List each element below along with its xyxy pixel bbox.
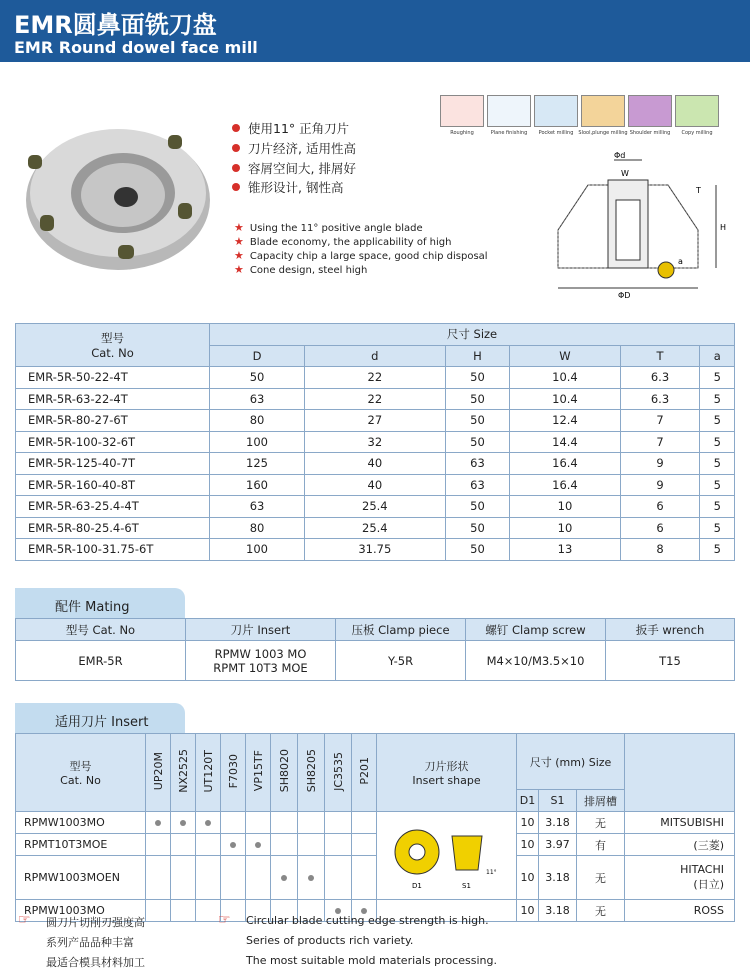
- bullet-icon: [232, 164, 240, 172]
- col-model-cn: 型号: [101, 331, 124, 345]
- cell-value: 27: [305, 410, 446, 432]
- cell-value: 16.4: [510, 453, 620, 475]
- ins-row-name: RPMW1003MO: [16, 900, 146, 922]
- cell-value: 50: [210, 367, 305, 389]
- cell-model: EMR-5R-80-27-6T: [16, 410, 210, 432]
- svg-text:Φd: Φd: [614, 151, 626, 160]
- op-label: Plane finishing: [490, 130, 528, 136]
- note-cn-2: 系列产品品种丰富: [46, 936, 134, 949]
- grade-header: F7030: [226, 753, 240, 789]
- cell-value: 50: [445, 410, 510, 432]
- table-row: [16, 431, 735, 453]
- mate-screw: M4×10/M3.5×10: [466, 641, 606, 681]
- cell-value: 6: [620, 517, 700, 539]
- cell-value: 100: [210, 539, 305, 561]
- mate-cat: EMR-5R: [16, 641, 186, 681]
- op-label: Roughing: [450, 130, 474, 136]
- cell-value: 10: [510, 496, 620, 518]
- cell-value: 50: [445, 388, 510, 410]
- cell-model: EMR-5R-100-32-6T: [16, 431, 210, 453]
- cell-model: EMR-5R-125-40-7T: [16, 453, 210, 475]
- bullet-icon: [232, 144, 240, 152]
- cell-value: 63: [445, 474, 510, 496]
- insert-table: 型号 Cat. No UP20M NX2525 UT120T F7030 VP15TF SH8020 SH8205 JC3535 P201 刀片形状 Insert shape 尺寸 (mm) Size D1 S1 排屑槽 RPMW1003MO D1 S1 11° 10 3.18 无 MITSUBISHI RPMT10T3MOE 10 3.97 有 (三菱) RPMW1003MOEN 10 3.18 无 HITACHI (日立) RPMW1003MO 10 3.18 无 ROSS: [15, 733, 735, 922]
- cell-model: EMR-5R-63-22-4T: [16, 388, 210, 410]
- grade-header: VP15TF: [251, 750, 265, 792]
- cell-value: 31.75: [305, 539, 446, 561]
- grade-header: JC3535: [331, 751, 345, 791]
- cutter-spec-table: [15, 323, 735, 561]
- cell-value: 10.4: [510, 388, 620, 410]
- ins-row-name: RPMW1003MOEN: [16, 856, 146, 900]
- op-icon-shoulder: [628, 95, 672, 127]
- cell-value: 125: [210, 453, 305, 475]
- star-icon: ★: [234, 221, 244, 234]
- cell-value: 6.3: [620, 388, 700, 410]
- cell-value: 5: [700, 474, 735, 496]
- cell-value: 10: [510, 517, 620, 539]
- cell-value: 5: [700, 431, 735, 453]
- table-row: [16, 388, 735, 410]
- mate-h-cat: 型号 Cat. No: [16, 619, 186, 641]
- mating-tab: 配件 Mating: [15, 588, 185, 618]
- bullet-icon: [232, 124, 240, 132]
- note-en-2: Series of products rich variety.: [246, 934, 414, 947]
- bullet-icon: [232, 183, 240, 191]
- op-icon-copy: [675, 95, 719, 127]
- svg-text:11°: 11°: [485, 869, 497, 876]
- cell-value: 40: [305, 474, 446, 496]
- cell-value: 80: [210, 410, 305, 432]
- feature-en-1: ★ Using the 11° positive angle blade: [234, 221, 423, 234]
- cell-value: 32: [305, 431, 446, 453]
- col-W: W: [510, 345, 620, 367]
- star-icon: ★: [234, 249, 244, 262]
- op-icon-pocket: [534, 95, 578, 127]
- cell-value: 63: [445, 453, 510, 475]
- feature-en-2: ★ Blade economy, the applicability of high: [234, 235, 452, 248]
- cell-value: 9: [620, 474, 700, 496]
- col-size: 尺寸 Size: [210, 324, 735, 346]
- svg-text:H: H: [720, 223, 727, 232]
- cell-value: 50: [445, 539, 510, 561]
- cell-model: EMR-5R-160-40-8T: [16, 474, 210, 496]
- cell-value: 5: [700, 388, 735, 410]
- mating-table: [15, 618, 735, 681]
- grade-header: UT120T: [201, 749, 215, 793]
- cell-value: 22: [305, 388, 446, 410]
- note-en-1: Circular blade cutting edge strength is high.: [246, 914, 489, 927]
- cell-value: 16.4: [510, 474, 620, 496]
- note-en-3: The most suitable mold materials processing.: [246, 954, 497, 967]
- insert-tab: 适用刀片 Insert: [15, 703, 185, 733]
- cell-value: 50: [445, 517, 510, 539]
- grade-header: SH8020: [277, 749, 291, 793]
- cell-value: 13: [510, 539, 620, 561]
- cell-value: 160: [210, 474, 305, 496]
- op-label: Shoulder milling: [629, 130, 671, 136]
- table-row: [16, 474, 735, 496]
- feature-cn-1: 使用11° 正角刀片: [232, 119, 349, 137]
- cell-value: 50: [445, 367, 510, 389]
- note-cn-3: 最适合模具材料加工: [46, 956, 145, 969]
- mate-wrench: T15: [606, 641, 735, 681]
- cell-value: 25.4: [305, 496, 446, 518]
- insert-shape-cell: [377, 812, 517, 900]
- grade-header: SH8205: [304, 749, 318, 793]
- op-icon-plane: [487, 95, 531, 127]
- col-model-en: Cat. No: [91, 346, 134, 360]
- cell-value: 5: [700, 367, 735, 389]
- grade-header: UP20M: [151, 751, 165, 791]
- svg-text:ΦD: ΦD: [618, 291, 631, 300]
- cell-value: 80: [210, 517, 305, 539]
- op-label: Slool,plunge milling: [578, 130, 628, 136]
- cell-value: 7: [620, 431, 700, 453]
- cell-value: 7: [620, 410, 700, 432]
- mate-insert: RPMW 1003 MO RPMT 10T3 MOE: [186, 641, 336, 681]
- cell-value: 63: [210, 388, 305, 410]
- cell-value: 9: [620, 453, 700, 475]
- table-row: [16, 539, 735, 561]
- col-H: H: [445, 345, 510, 367]
- cell-value: 25.4: [305, 517, 446, 539]
- cell-value: 50: [445, 431, 510, 453]
- cell-value: 100: [210, 431, 305, 453]
- mate-h-clamp: 压板 Clamp piece: [336, 619, 466, 641]
- table-row: [16, 496, 735, 518]
- table-row: [16, 410, 735, 432]
- cell-value: 22: [305, 367, 446, 389]
- svg-text:D1: D1: [411, 882, 422, 890]
- cell-value: 63: [210, 496, 305, 518]
- mate-clamp: Y-5R: [336, 641, 466, 681]
- header-banner: [0, 0, 750, 62]
- mate-h-insert: 刀片 Insert: [186, 619, 336, 641]
- op-label: Pocket milling: [538, 130, 574, 136]
- cell-value: 5: [700, 410, 735, 432]
- cell-model: EMR-5R-100-31.75-6T: [16, 539, 210, 561]
- milling-cutter-photo: [18, 105, 218, 275]
- ins-h-size: 尺寸 (mm) Size: [517, 734, 625, 790]
- svg-text:S1: S1: [461, 882, 471, 890]
- cell-value: 5: [700, 517, 735, 539]
- table-row: [16, 517, 735, 539]
- cell-model: EMR-5R-80-25.4-6T: [16, 517, 210, 539]
- cell-value: 10.4: [510, 367, 620, 389]
- svg-text:T: T: [696, 186, 701, 195]
- cell-value: 8: [620, 539, 700, 561]
- feature-en-3: ★ Capacity chip a large space, good chip disposal: [234, 249, 488, 262]
- pointing-hand-icon: ☞: [18, 912, 31, 928]
- star-icon: ★: [234, 235, 244, 248]
- star-icon: ★: [234, 263, 244, 276]
- grade-header: NX2525: [176, 749, 190, 793]
- cell-value: 40: [305, 453, 446, 475]
- feature-cn-4: 锥形设计, 钢性高: [232, 178, 343, 196]
- cell-model: EMR-5R-63-25.4-4T: [16, 496, 210, 518]
- feature-cn-2: 刀片经济, 适用性高: [232, 139, 356, 157]
- mate-h-screw: 螺钉 Clamp screw: [466, 619, 606, 641]
- col-a: a: [700, 345, 735, 367]
- ins-row-name: RPMT10T3MOE: [16, 834, 146, 856]
- grade-header: P201: [357, 757, 371, 785]
- table-row: [16, 453, 735, 475]
- note-cn-1: 圆刀片切削刃强度高: [46, 916, 145, 929]
- col-T: T: [620, 345, 700, 367]
- svg-text:a: a: [678, 257, 683, 266]
- insert-shape-icon: [382, 814, 512, 894]
- title-cn: EMR圆鼻面铣刀盘: [14, 11, 217, 39]
- cell-value: 6: [620, 496, 700, 518]
- svg-text:W: W: [621, 169, 629, 178]
- cell-value: 5: [700, 453, 735, 475]
- cell-value: 14.4: [510, 431, 620, 453]
- cell-model: EMR-5R-50-22-4T: [16, 367, 210, 389]
- pointing-hand-icon: ☞: [218, 912, 231, 928]
- op-icon-slot: [581, 95, 625, 127]
- op-icon-roughing: [440, 95, 484, 127]
- cell-value: 50: [445, 496, 510, 518]
- mate-h-wrench: 扳手 wrench: [606, 619, 735, 641]
- op-label: Copy milling: [681, 130, 713, 136]
- col-D: D: [210, 345, 305, 367]
- cell-value: 5: [700, 539, 735, 561]
- ins-row-name: RPMW1003MO: [16, 812, 146, 834]
- cell-value: 6.3: [620, 367, 700, 389]
- feature-en-4: ★ Cone design, steel high: [234, 263, 368, 276]
- cell-value: 5: [700, 496, 735, 518]
- table-row: [16, 367, 735, 389]
- col-d: d: [305, 345, 446, 367]
- cell-value: 12.4: [510, 410, 620, 432]
- dimension-diagram: [548, 150, 740, 308]
- feature-cn-3: 容屑空间大, 排屑好: [232, 159, 356, 177]
- title-en: EMR Round dowel face mill: [14, 38, 258, 57]
